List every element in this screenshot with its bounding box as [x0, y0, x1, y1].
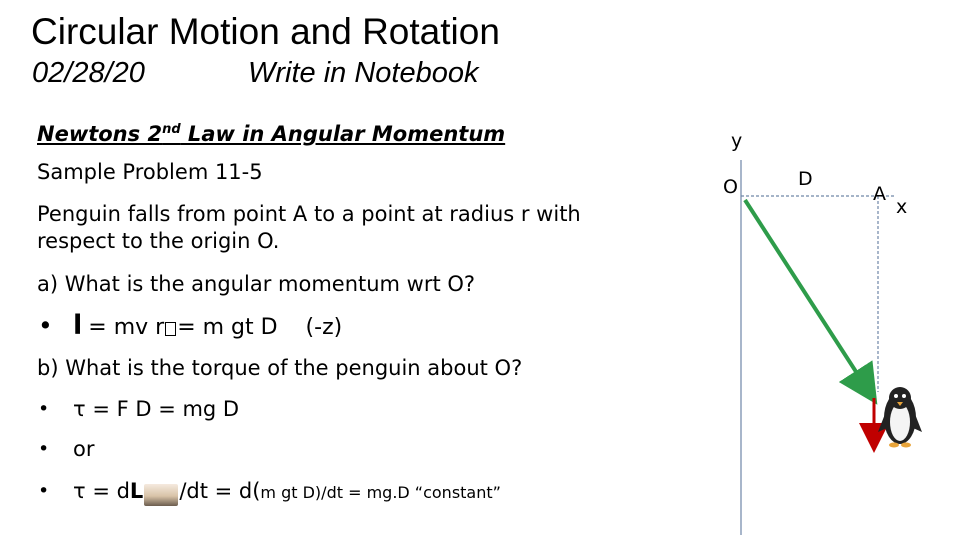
radius-vector	[745, 200, 873, 398]
bullet-marker: •	[38, 311, 53, 340]
penguin-icon	[878, 387, 922, 448]
question-a: a) What is the angular momentum wrt O?	[37, 272, 476, 296]
bullet-marker: •	[38, 480, 50, 502]
slide-title: Circular Motion and Rotation	[31, 11, 500, 52]
slide-note: Write in Notebook	[248, 57, 479, 89]
or-text: or	[73, 437, 95, 461]
point-a-label: A	[873, 183, 886, 205]
origin-label: O	[723, 176, 738, 198]
sample-problem-label: Sample Problem 11-5	[37, 160, 263, 184]
problem-description-line-1: Penguin falls from point A to a point at radius r with	[37, 202, 581, 226]
y-axis-label: y	[731, 130, 743, 152]
torque-formula: τ = F D = mg D	[73, 397, 240, 421]
section-heading: Newtons 2nd Law in Angular Momentum	[37, 122, 506, 146]
torque-derivative-formula: τ = dL /dt = d(m gt D)/dt = mg.D “constant”	[73, 478, 501, 506]
bullet-marker: •	[38, 398, 50, 420]
question-b: b) What is the torque of the penguin about O?	[37, 356, 523, 380]
problem-description-line-2: respect to the origin O.	[37, 229, 280, 253]
x-axis-label: x	[896, 196, 908, 218]
distance-label: D	[798, 168, 813, 190]
bullet-marker: •	[38, 438, 50, 460]
slide-date: 02/28/20	[32, 57, 145, 89]
answer-a-formula: l = mv r = m gt D (-z)	[73, 310, 343, 341]
